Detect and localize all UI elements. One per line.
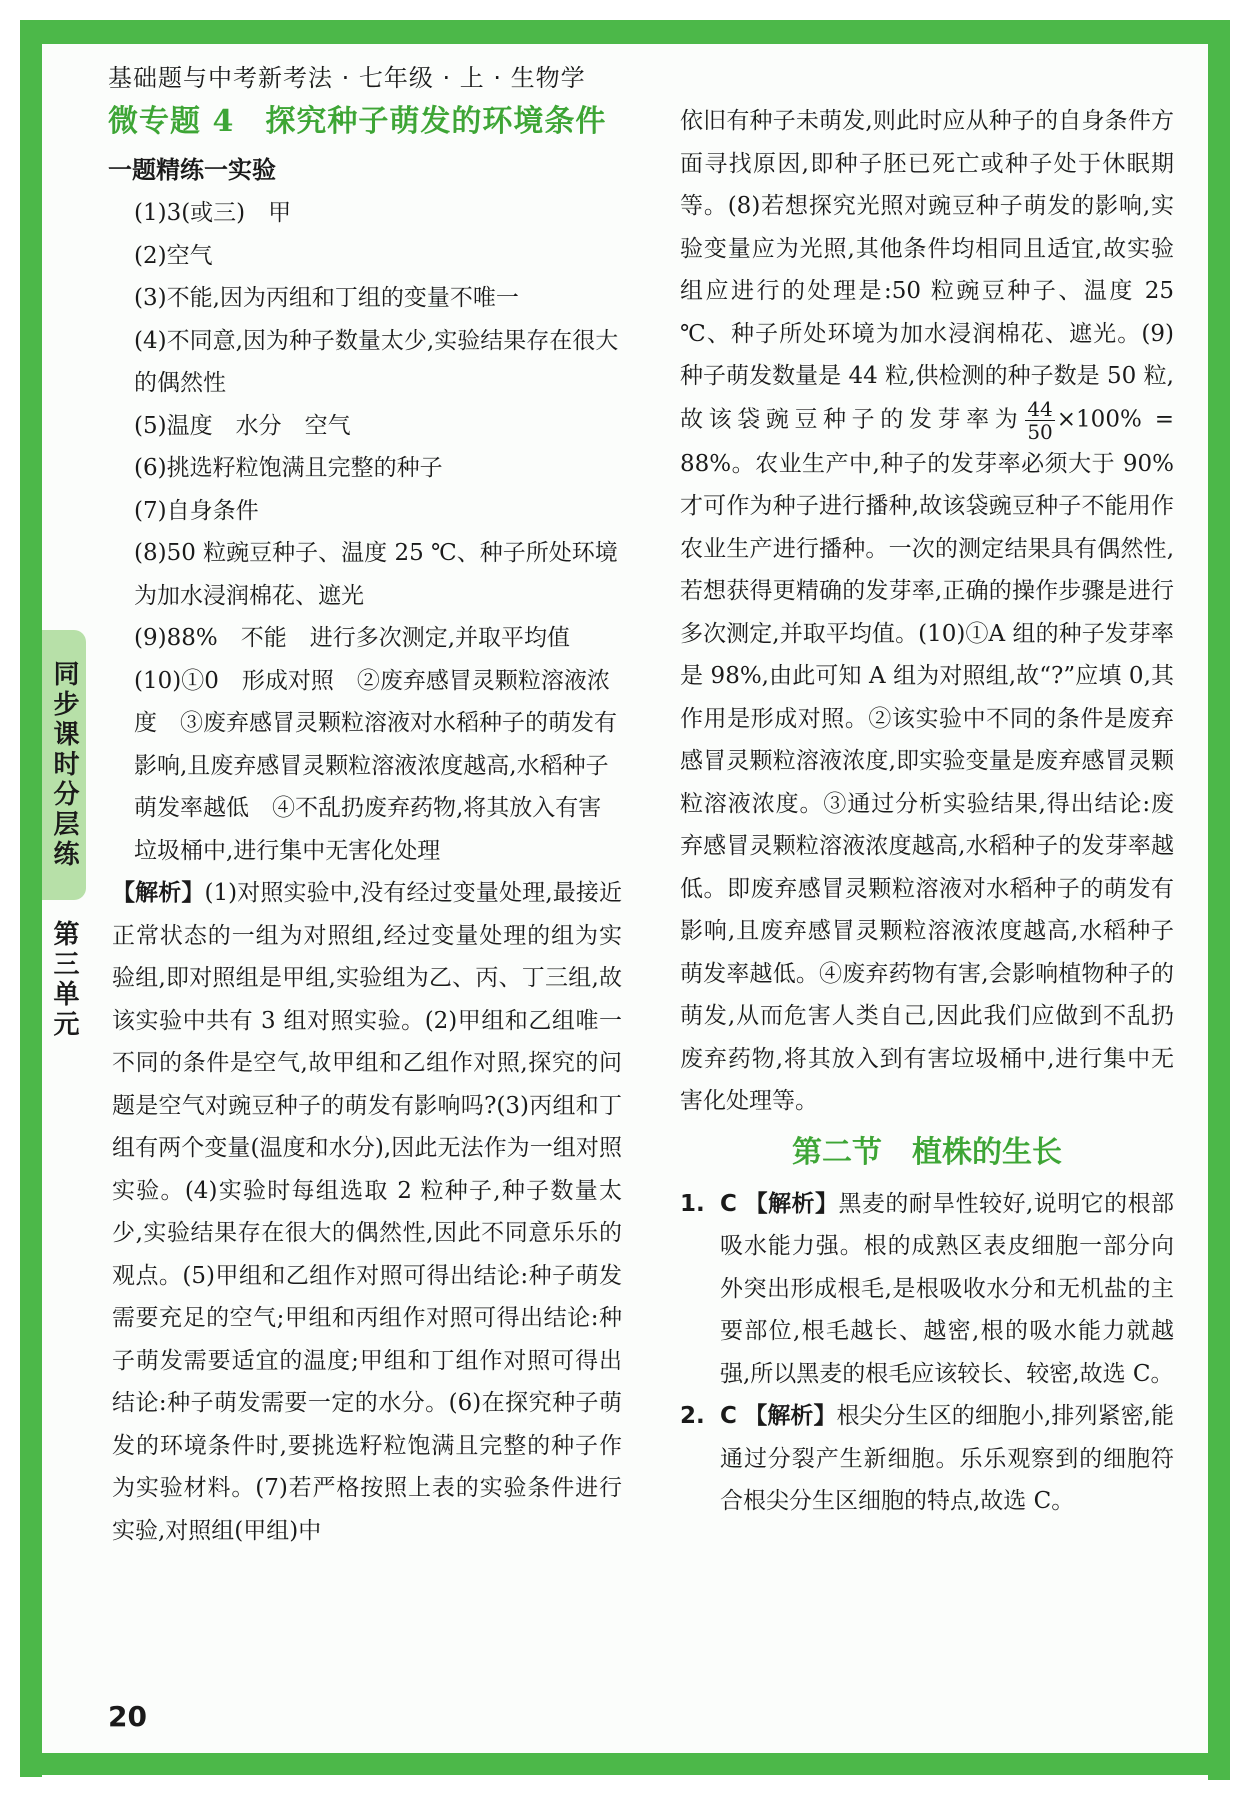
side-tab-label: 同步课时分层练 [42, 630, 86, 900]
question-1-text: 黑麦的耐旱性较好,说明它的根部吸水能力强。根的成熟区表皮细胞一部分向外突出形成根毛,是根吸收水分和无机盐的主要部位,根毛越长、越密,根的吸水能力就越强,所以黑麦的根毛应该较长、较密,故选 C。 [720, 1190, 1175, 1387]
left-column [108, 100, 623, 1552]
right-column [680, 100, 1174, 1523]
answer-9: (9)88% 不能 进行多次测定,并取平均值 [134, 625, 571, 651]
fraction-tail: ×100% = 88% [680, 406, 1175, 477]
fraction [1025, 398, 1054, 443]
answer-2: (2)空气 [134, 242, 213, 269]
exercise-subheading: 一题精练一实验 [108, 156, 276, 184]
answer-5: (5)温度 水分 空气 [134, 412, 351, 439]
green-frame-left [20, 20, 42, 1777]
topic-title: 微专题 4 探究种子萌发的环境条件 [108, 104, 607, 139]
green-frame-bottom [20, 1753, 1230, 1775]
answer-10: (10)①0 形成对照 ②废弃感冒灵颗粒溶液浓度 ③废弃感冒灵颗粒溶液对水稻种子的萌发有影响,且废弃感冒灵颗粒溶液浓度越高,水稻种子萌发率越低 ④不乱扔废弃药物,将其放入有害垃圾桶中,进行集中无害化处理 [134, 667, 617, 864]
analysis-paragraph [112, 872, 622, 1552]
question-2-tag: 【解析】 [744, 1403, 837, 1429]
question-2-answer: C [720, 1403, 737, 1429]
answer-6: (6)挑选籽粒饱满且完整的种子 [134, 455, 443, 481]
answer-8: (8)50 粒豌豆种子、温度 25 ℃、种子所处环境为加水浸润棉花、遮光 [134, 540, 618, 609]
green-frame-top [20, 20, 1230, 44]
question-2-text: 根尖分生区的细胞小,排列紧密,能通过分裂产生新细胞。乐乐观察到的细胞符合根尖分生区细胞的特点,故选 C。 [720, 1403, 1175, 1514]
continuation-text-2: 。农业生产中,种子的发芽率必须大于 90% 才可作为种子进行播种,故该袋豌豆种子不能用作农业生产进行播种。一次的测定结果具有偶然性,若想获得更精确的发芽率,正确的操作步骤是进行多次测定,并取平均值。(10)①A 组的种子发芽率是 98%,由此可知 A 组为对照组,故“?”应填 0,其作用是形成对照。②该实验中不同的条件是废弃感冒灵颗粒溶液浓度,即实验变量是废弃感冒灵颗粒溶液浓度。③通过分析实验结果,得出结论:废弃感冒灵颗粒溶液浓度越高,水稻种子的发芽率越低。即废弃感冒灵颗粒溶液对水稻种子的萌发有影响,且废弃感冒灵颗粒溶液浓度越高,水稻种子萌发率越低。④废弃药物有害,会影响植物种子的萌发,从而危害人类自己,因此我们应做到不乱扔废弃药物,将其放入到有害垃圾桶中,进行集中无害化处理等。 [680, 450, 1174, 1114]
side-unit-label: 第三单元 [49, 920, 79, 1040]
fraction-numerator: 44 [1027, 396, 1053, 421]
question-2 [680, 1395, 1174, 1523]
fraction-denominator: 50 [1027, 419, 1053, 444]
question-1-number: 1. [680, 1190, 705, 1217]
question-1-tag: 【解析】 [744, 1190, 839, 1217]
green-frame-right [1208, 20, 1230, 1780]
section-title: 第二节 植株的生长 [792, 1134, 1062, 1170]
analysis-continuation [680, 100, 1174, 1123]
question-1-answer: C [720, 1190, 737, 1217]
answer-4: (4)不同意,因为种子数量太少,实验结果存在很大的偶然性 [134, 327, 619, 396]
answer-7: (7)自身条件 [134, 497, 259, 524]
analysis-tag: 【解析】 [112, 880, 205, 906]
page-number: 20 [108, 1700, 147, 1733]
answer-3: (3)不能,因为丙组和丁组的变量不唯一 [134, 285, 519, 311]
answer-1: (1)3(或三) 甲 [134, 200, 292, 226]
analysis-text: (1)对照实验中,没有经过变量处理,最接近正常状态的一组为对照组,经过变量处理的组为实验组,即对照组是甲组,实验组为乙、丙、丁三组,故该实验中共有 3 组对照实验。(2)甲组和乙组唯一不同的条件是空气,故甲组和乙组作对照,探究的问题是空气对豌豆种子的萌发有影响吗?(3)丙组和丁组有两个变量(温度和水分),因此无法作为一组对照实验。(4)实验时每组选取 2 粒种子,种子数量太少,实验结果存在很大的偶然性,因此不同意乐乐的观点。(5)甲组和乙组作对照可得出结论:种子萌发需要充足的空气;甲组和丙组作对照可得出结论:种子萌发需要适宜的温度;甲组和丁组作对照可得出结论:种子萌发需要一定的水分。(6)在探究种子萌发的环境条件时,要挑选籽粒饱满且完整的种子作为实验材料。(7)若严格按照上表的实验条件进行实验,对照组(甲组)中 [112, 880, 623, 1544]
question-1 [680, 1183, 1174, 1396]
question-2-number: 2. [680, 1403, 705, 1429]
continuation-text-1: 依旧有种子未萌发,则此时应从种子的自身条件方面寻找原因,即种子胚已死亡或种子处于休眠期等。(8)若想探究光照对豌豆种子萌发的影响,实验变量应为光照,其他条件均相同且适宜,故实验组应进行的处理是:50 粒豌豆种子、温度 25 ℃、种子所处环境为加水浸润棉花、遮光。(9)种子萌发数量是 44 粒,供检测的种子数是 50 粒,故该袋豌豆种子的发芽率为 [680, 108, 1174, 432]
page-header: 基础题与中考新考法 · 七年级 · 上 · 生物学 [108, 64, 586, 92]
